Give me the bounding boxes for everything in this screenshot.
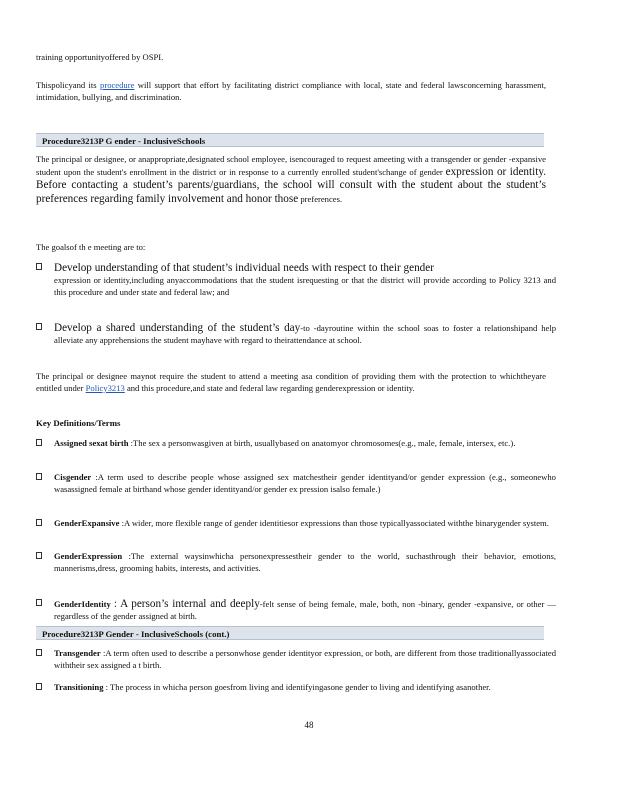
intro-paragraph [36, 80, 546, 104]
bullet-box-icon [36, 439, 42, 446]
protection-paragraph [36, 371, 546, 395]
definition-text: :The sex a personwasgiven at birth, usuallybased on anatomyor chromosomes(e.g., male, female, intersex, etc.). [130, 438, 516, 448]
definition-text: :A term used to describe people whose assigned sex matchestheir gender identityand/or gender expression (e.g., someonewho wasassigned female at birthand whose gender identityand/or gender ex pression isalso female.) [54, 472, 556, 494]
principal-text-large: expression or identity. Before contacting a student’s parents/guardians, the school will consult with the student about the student’s preferences regarding family involvement and honor those [36, 165, 546, 205]
definition-item [36, 648, 556, 672]
definition-text: :The external waysinwhicha personexpressestheir gender to the world, suchasthrough their behavior, emotions, mannerisms,dress, grooming habits, interests, and activities. [54, 551, 556, 573]
goal-item [36, 262, 556, 299]
intro-text-1: Thispolicyand its [36, 80, 101, 90]
bullet-box-icon [36, 263, 42, 270]
goal-lead: Develop a shared understanding of the student’s day [54, 322, 301, 334]
bullet-box-icon [36, 519, 42, 526]
goal-item [36, 322, 556, 347]
definition-text: -felt sense of being female, male, both, non -binary, gender -expansive, or other —regardless of the gender assigned at birth. [54, 599, 556, 622]
definition-term: Assigned sexat birth [54, 438, 129, 448]
procedure-link[interactable]: procedure [100, 80, 135, 90]
bullet-box-icon [36, 649, 42, 656]
definition-item [36, 518, 556, 530]
protection-text-1: The principal or designee maynot require the student to attend a meeting asa condition of providing them with the protection to whichtheyare entitled under [36, 371, 546, 393]
goals-intro: The goalsof th e meeting are to: [36, 242, 146, 252]
bullet-box-icon [36, 599, 42, 606]
definition-term: Transitioning [54, 682, 104, 692]
bullet-box-icon [36, 683, 42, 690]
principal-paragraph [36, 154, 546, 206]
goal-body: -to -dayroutine within the school soas to foster a relationshipand help alleviate any apprehensions the student mayhave with regard to theirattendance at school. [54, 323, 556, 346]
definition-item [36, 551, 556, 575]
key-definitions-heading: Key Definitions/Terms [36, 418, 121, 428]
goal-body: expression or identity,including anyaccommodations that the student isrequesting or that the district will provide according to Policy 3213 and this procedure and under state and federal law; and [54, 275, 556, 298]
definition-item [36, 472, 556, 496]
definition-text: :A term often used to describe a personwhose gender identityor expression, or both, are different from those traditionallyassociated withtheir sex assigned a t birth. [54, 648, 556, 670]
bullet-box-icon [36, 473, 42, 480]
goal-lead: Develop understanding of that student’s individual needs with respect to their gender [54, 262, 434, 274]
top-line: training opportunityoffered by OSPI. [36, 52, 164, 62]
bullet-box-icon [36, 552, 42, 559]
section-banner-cont: Procedure3213P Gender - InclusiveSchools (cont.) [36, 626, 544, 640]
policy-link[interactable]: Policy3213 [85, 382, 125, 393]
definition-term: Cisgender [54, 472, 92, 482]
principal-text-tail: preferences. [300, 193, 343, 204]
definition-term: GenderIdentity [54, 599, 111, 609]
bullet-box-icon [36, 323, 42, 330]
page-number: 48 [304, 720, 314, 730]
definition-text-large: : A person’s internal and deeply [113, 598, 260, 610]
definition-item [36, 682, 556, 694]
definition-term: GenderExpression [54, 551, 123, 561]
intro-text-2: will support that effort by facilitating district compliance with local, state and federal lawsconcerning harassment, intimidation, bullying, and discrimination. [36, 80, 547, 102]
definition-term: Transgender [54, 648, 101, 658]
definition-text: : The process in whicha person goesfrom living and identifyingasone gender to living and identifying asanother. [105, 682, 491, 692]
definition-item [36, 598, 556, 623]
definition-text: :A wider, more flexible range of gender identitiesor expressions than those typicallyassociated withthe binarygender system. [121, 518, 549, 528]
section-banner: Procedure3213P G ender - InclusiveSchools [36, 133, 544, 147]
protection-text-2: and this procedure,and state and federal law regarding genderexpression or identity. [124, 382, 415, 393]
definition-term: GenderExpansive [54, 518, 120, 528]
principal-text: The principal or designee, or anappropriate,designated school employee, isencouraged to request ameeting with a transgender or gender -expansive student upon the student's enrollment in the district or in response to a currently enrolled student'schange of gender [36, 154, 546, 177]
definition-item [36, 438, 556, 450]
